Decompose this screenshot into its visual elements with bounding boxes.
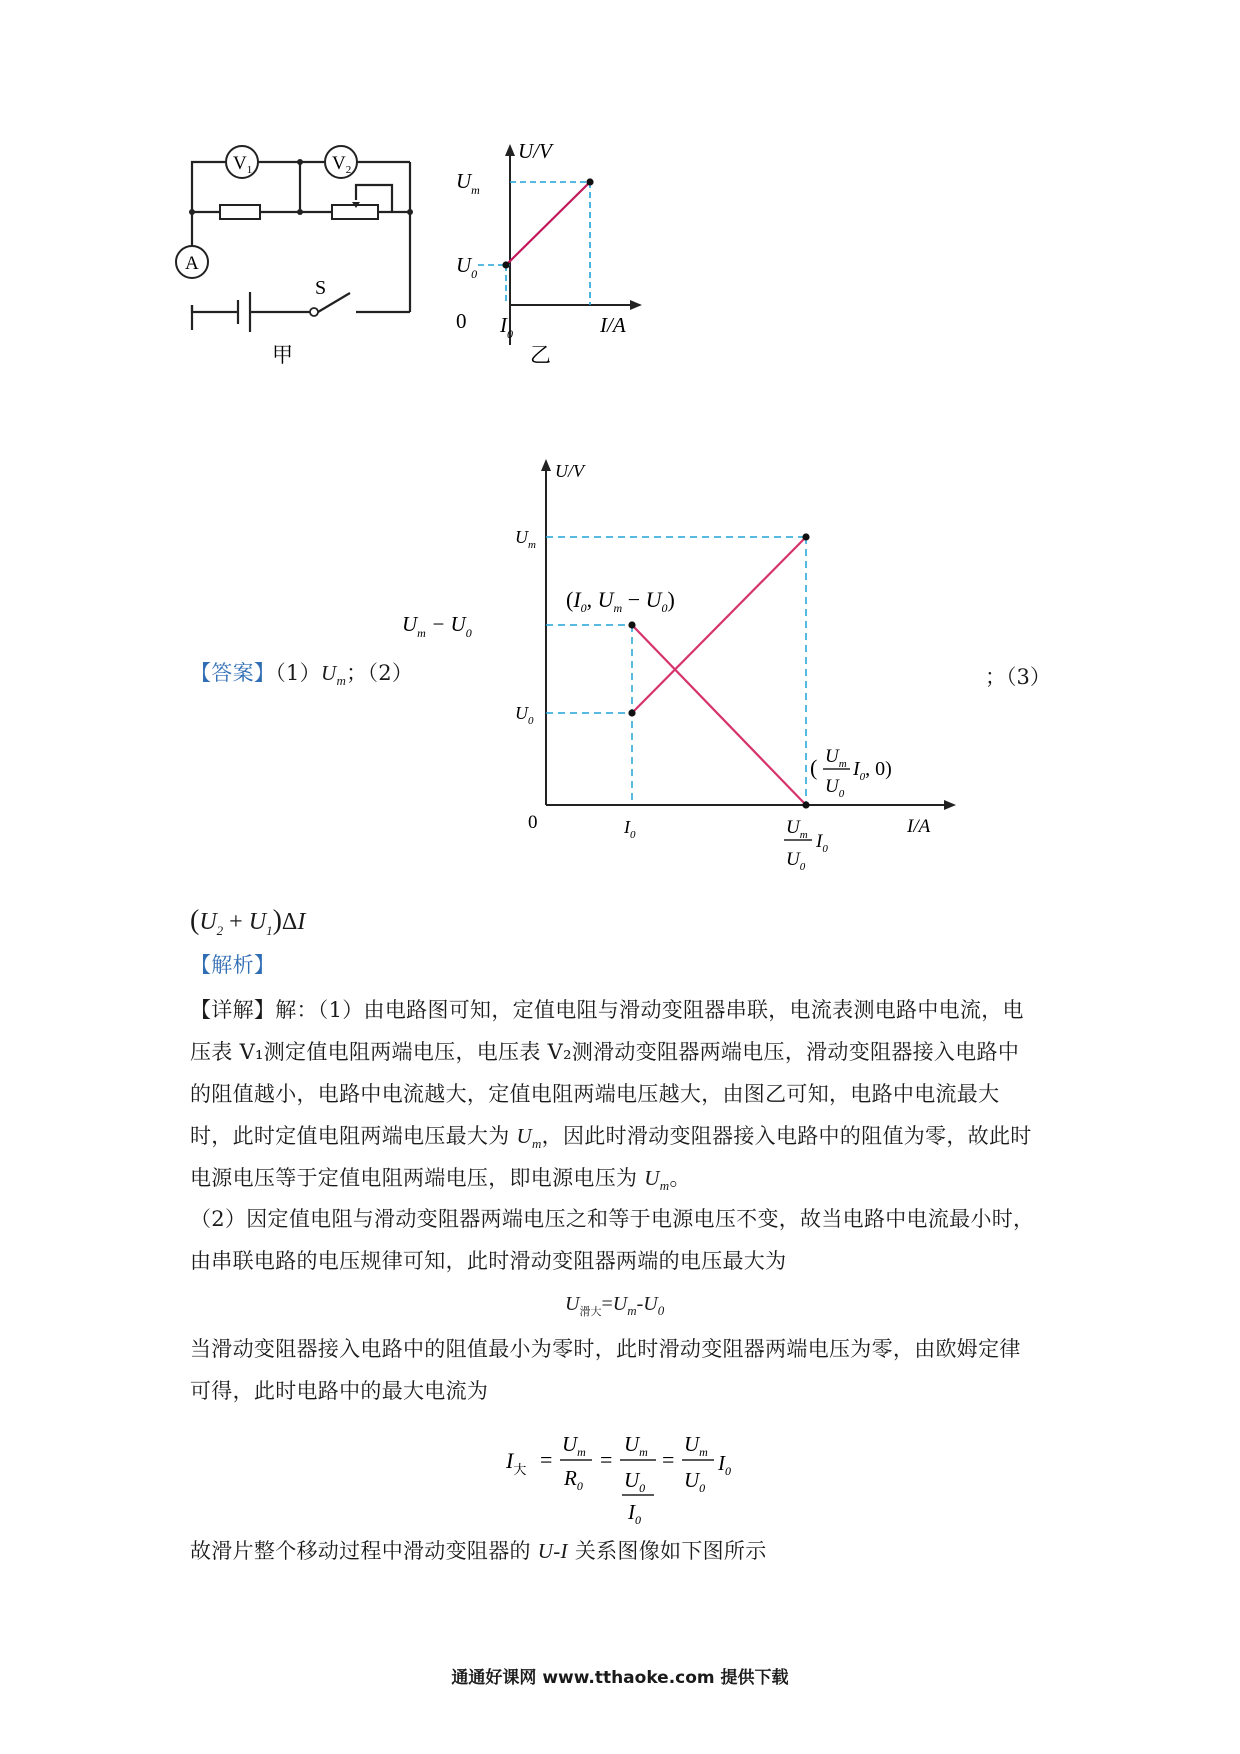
svg-text:Um: $U_m$ xyxy=(786,817,808,841)
svg-text:=: = xyxy=(600,1447,613,1472)
svg-text:=: = xyxy=(540,1447,553,1472)
ans-x-axis-label: I/A xyxy=(907,816,931,837)
point-label-1: ($I_0$, $U_m - U_0$) xyxy=(566,587,675,615)
detail-line-6: （2）因定值电阻与滑动变阻器两端电压之和等于电源电压不变，故当电路中电流最小时， xyxy=(190,1207,1035,1231)
answer-part3-prefix: ；（3） xyxy=(985,665,1051,689)
detail-line-2: 压表 V₁测定值电阻两端电压，电压表 V₂测滑动变阻器两端电压，滑动变阻器接入电路中 xyxy=(190,1040,1020,1064)
caption-jia: 甲 xyxy=(272,343,293,367)
svg-text:(: ( xyxy=(810,755,818,780)
switch-label: S xyxy=(315,277,327,299)
svg-text:I0: $I_0$ xyxy=(718,1451,731,1478)
detail-line-10: 故滑片整个移动过程中滑动变阻器的 U-I 关系图像如下图所示 xyxy=(190,1539,767,1563)
svg-text:Um: $U_m$ xyxy=(624,1432,648,1459)
ans-x-tick-fraction xyxy=(784,817,828,873)
line-fixed-resistor xyxy=(632,537,806,713)
yi-um-label: $U_m$ xyxy=(456,169,480,197)
circuit-diagram-jia xyxy=(160,150,480,410)
v2-label: $V_2$ xyxy=(332,153,352,176)
yi-y-axis-label: U/V xyxy=(518,139,552,163)
rheostat xyxy=(332,205,378,219)
ans-y-axis-label: U/V xyxy=(555,461,584,481)
ans-origin: 0 xyxy=(528,812,538,833)
svg-text:Um: $U_m$ xyxy=(825,746,847,770)
svg-text:Um: $U_m$ xyxy=(684,1432,708,1459)
ans-i0-label: $I_0$ xyxy=(624,817,636,841)
svg-text:I大: $I_大$ xyxy=(506,1448,527,1478)
caption-yi: 乙 xyxy=(530,343,551,367)
detail-line-1: 【详解】解：（1）由电路图可知，定值电阻与滑动变阻器串联，电流表测电路中电流，电 xyxy=(190,998,1024,1022)
svg-text:Um: $U_m$ xyxy=(562,1432,586,1459)
fixed-resistor xyxy=(220,205,260,219)
yi-line xyxy=(506,182,590,265)
svg-text:U0: $U_0$ xyxy=(624,1468,646,1495)
ans-um-label: $U_m$ xyxy=(515,527,536,551)
yi-i0-label: $I_0$ xyxy=(500,313,513,341)
yi-origin: 0 xyxy=(456,309,467,333)
graph-yi xyxy=(456,139,720,410)
svg-text:U0: $U_0$ xyxy=(825,776,845,800)
point-label-2 xyxy=(810,746,892,800)
ammeter-label: A xyxy=(185,253,199,274)
yi-x-axis-label: I/A xyxy=(600,313,626,337)
svg-text:I0, 0): $I_0$, 0) xyxy=(853,758,892,783)
detail-line-9: 可得，此时电路中的最大电流为 xyxy=(190,1379,489,1403)
v1-label: $V_1$ xyxy=(233,153,253,176)
svg-text:U0: $U_0$ xyxy=(786,849,806,873)
svg-text:R0: $R_0$ xyxy=(564,1466,583,1493)
detail-line-4: 时，此时定值电阻两端电压最大为 $U_m$，因此时滑动变阻器接入电路中的阻值为零，故此时 xyxy=(190,1124,1032,1152)
svg-text:=: = xyxy=(662,1447,675,1472)
analysis-tag: 【解析】 xyxy=(190,953,276,977)
answer-graph xyxy=(402,455,970,895)
line-rheostat xyxy=(632,625,806,805)
detail-line-7: 由串联电路的电压规律可知，此时滑动变阻器两端的电压最大为 xyxy=(190,1249,787,1273)
answer-part3-formula: $(U_2 + U_1)\Delta I$ xyxy=(190,905,306,938)
page-footer: 通通好课网 www.tthaoke.com 提供下载 xyxy=(451,1668,789,1688)
detail-line-3: 的阻值越小，电路中电流越大，定值电阻两端电压越大，由图乙可知，电路中电流最大 xyxy=(190,1082,1000,1106)
svg-text:I0: $I_0$ xyxy=(816,831,828,855)
svg-text:I0: $I_0$ xyxy=(628,1500,641,1527)
ans-u0-label: $U_0$ xyxy=(515,703,534,727)
equation-1: $U_{滑大}=U_m-U_0$ xyxy=(565,1293,665,1318)
detail-line-5: 电源电压等于定值电阻两端电压，即电源电压为 $U_m$。 xyxy=(190,1166,691,1194)
detail-line-8: 当滑动变阻器接入电路中的阻值最小为零时，此时滑动变阻器两端电压为零，由欧姆定律 xyxy=(190,1337,1021,1361)
yi-u0-label: $U_0$ xyxy=(456,253,478,281)
answer-line: 【答案】$(1)U_m$；（2） xyxy=(190,661,414,689)
ans-um-minus-u0-label: $U_m - U_0$ xyxy=(402,612,472,640)
answer-tag: 【答案】 xyxy=(190,661,276,685)
equation-2 xyxy=(500,1415,760,1525)
svg-text:U0: $U_0$ xyxy=(684,1468,706,1495)
